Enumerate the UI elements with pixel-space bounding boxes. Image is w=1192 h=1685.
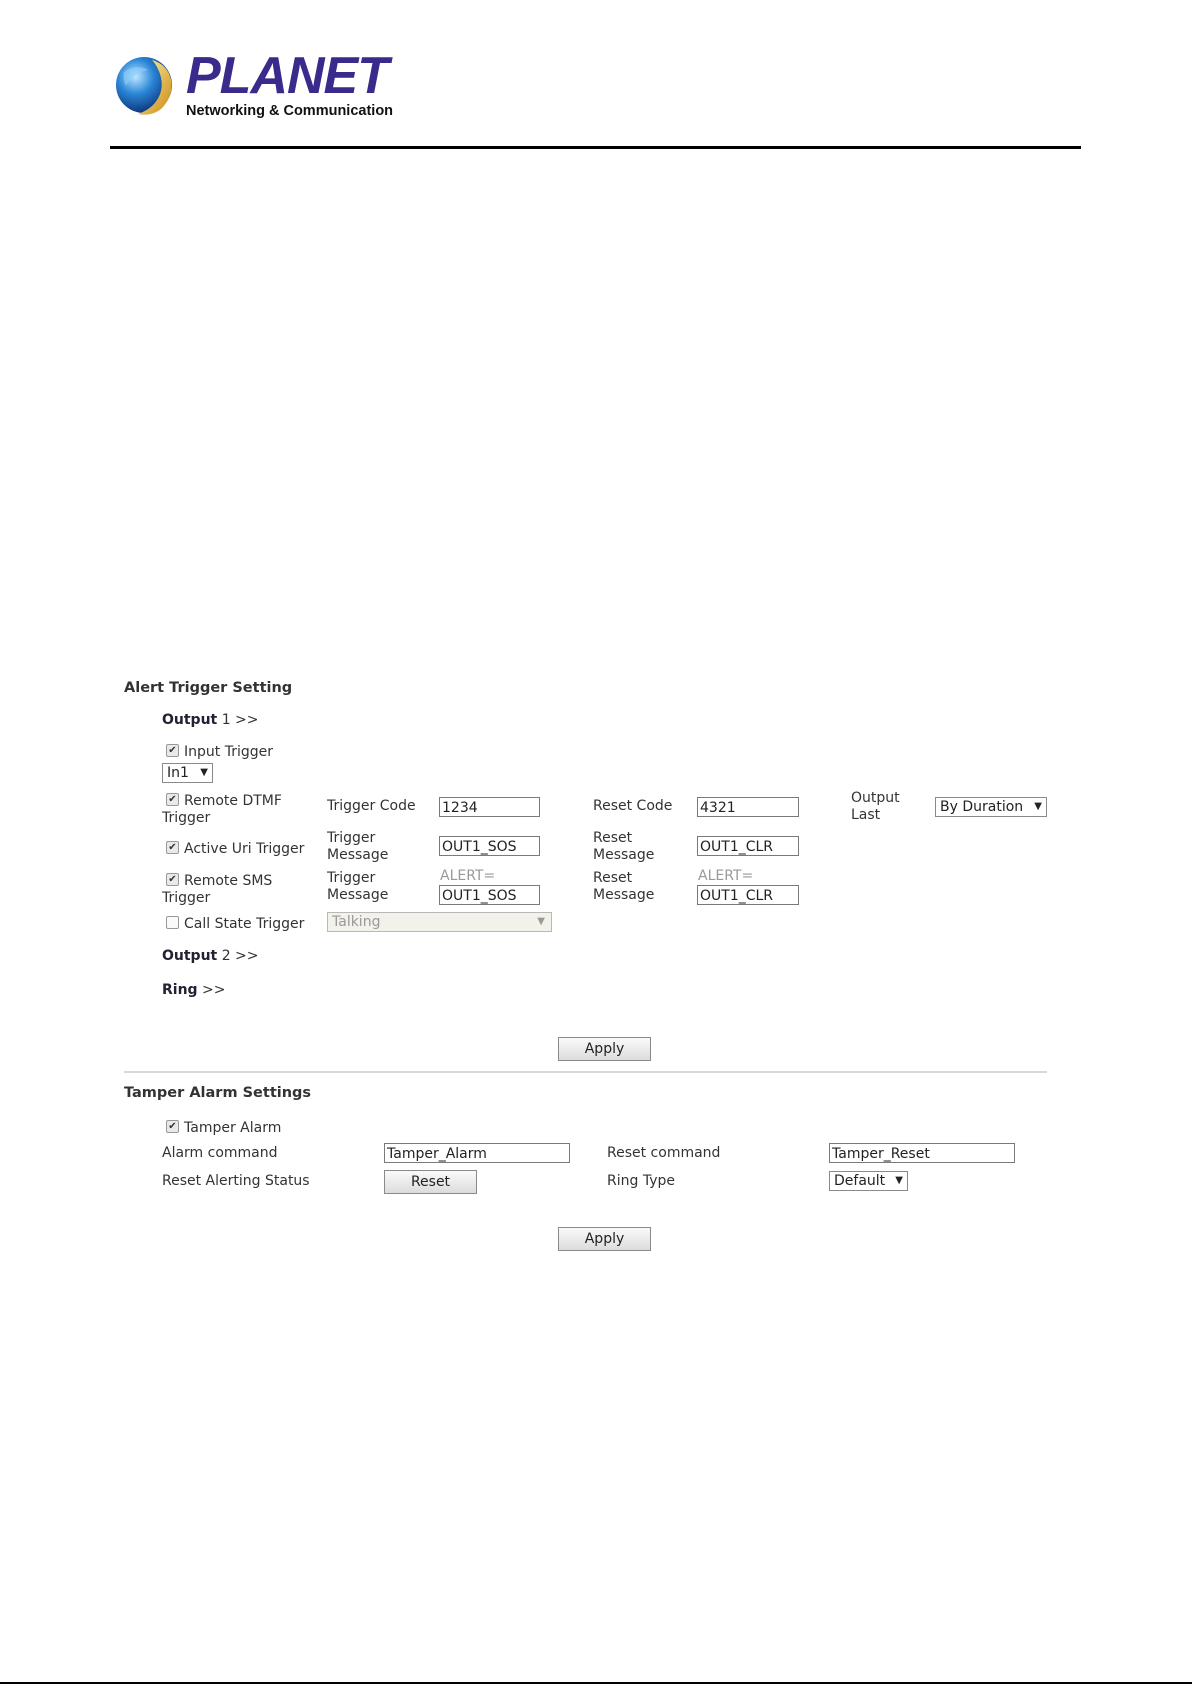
ring-type-select-value: Default <box>834 1173 886 1189</box>
call-state-label: Call State Trigger <box>184 916 305 932</box>
output2-number: 2 >> <box>221 948 259 964</box>
reset-code-input[interactable]: 4321 <box>697 797 799 817</box>
remote-dtmf-checkbox[interactable] <box>166 793 179 806</box>
output-last-label-2: Last <box>851 807 881 823</box>
alarm-command-label: Alarm command <box>162 1145 278 1161</box>
tamper-apply-button[interactable]: Apply <box>558 1227 651 1251</box>
sms-reset-message-label-2: Message <box>593 887 655 903</box>
sms-reset-message-input[interactable]: OUT1_CLR <box>697 885 799 905</box>
call-state-select[interactable] <box>327 912 552 932</box>
remote-dtmf-label-1: Remote DTMF <box>184 793 282 809</box>
ring-type-select[interactable] <box>829 1171 908 1191</box>
output1-toggle[interactable] <box>162 712 259 729</box>
reset-alerting-status-label: Reset Alerting Status <box>162 1173 310 1189</box>
output1-number: 1 >> <box>221 712 259 728</box>
planet-globe-logo-icon <box>112 52 182 122</box>
uri-trigger-message-label-2: Message <box>327 847 389 863</box>
output2-toggle[interactable] <box>162 948 259 965</box>
reset-code-label: Reset Code <box>593 798 673 814</box>
input-trigger-select[interactable] <box>162 763 213 783</box>
output-last-label-1: Output <box>851 790 900 806</box>
dropdown-arrow-icon: ▼ <box>1034 801 1042 812</box>
sms-trigger-message-label-2: Message <box>327 887 389 903</box>
section-divider <box>124 1071 1047 1073</box>
call-state-checkbox[interactable] <box>166 916 179 929</box>
brand-tagline: Networking & Communication <box>186 103 394 119</box>
ring-label: Ring <box>162 982 198 998</box>
output1-label: Output <box>162 712 218 728</box>
trigger-code-input[interactable]: 1234 <box>439 797 540 817</box>
uri-reset-message-label-2: Message <box>593 847 655 863</box>
sms-trigger-prefix: ALERT= <box>440 868 496 884</box>
header-divider <box>110 146 1081 149</box>
ring-type-label: Ring Type <box>607 1173 675 1189</box>
output-last-select[interactable] <box>935 797 1047 817</box>
sms-trigger-message-label-1: Trigger <box>327 870 376 886</box>
checkmark-icon: ✔ <box>168 745 177 756</box>
output2-label: Output <box>162 948 218 964</box>
uri-reset-message-input[interactable]: OUT1_CLR <box>697 836 799 856</box>
trigger-code-label: Trigger Code <box>327 798 416 814</box>
reset-command-label: Reset command <box>607 1145 721 1161</box>
dropdown-arrow-icon: ▼ <box>200 767 208 778</box>
ring-arrow: >> <box>202 982 226 998</box>
uri-trigger-message-label-1: Trigger <box>327 830 376 846</box>
tamper-alarm-label: Tamper Alarm <box>184 1120 282 1136</box>
output-last-select-value: By Duration <box>940 799 1024 815</box>
active-uri-label: Active Uri Trigger <box>184 841 305 857</box>
input-trigger-label: Input Trigger <box>184 744 273 760</box>
alert-apply-button[interactable]: Apply <box>558 1037 651 1061</box>
alarm-command-input[interactable]: Tamper_Alarm <box>384 1143 570 1163</box>
remote-sms-label-1: Remote SMS <box>184 873 273 889</box>
checkmark-icon: ✔ <box>168 794 177 805</box>
call-state-select-value: Talking <box>332 914 381 930</box>
brand-name: PLANET <box>186 47 388 105</box>
uri-trigger-message-input[interactable]: OUT1_SOS <box>439 836 540 856</box>
remote-sms-label-2: Trigger <box>162 890 211 906</box>
footer-divider <box>0 1682 1192 1684</box>
checkmark-icon: ✔ <box>168 1121 177 1132</box>
checkmark-icon: ✔ <box>168 874 177 885</box>
uri-reset-message-label-1: Reset <box>593 830 633 846</box>
remote-dtmf-label-2: Trigger <box>162 810 211 826</box>
input-trigger-select-value: In1 <box>167 765 189 781</box>
sms-trigger-message-input[interactable]: OUT1_SOS <box>439 885 540 905</box>
ring-toggle[interactable] <box>162 982 226 999</box>
remote-sms-checkbox[interactable] <box>166 873 179 886</box>
dropdown-arrow-icon: ▼ <box>537 916 545 927</box>
active-uri-checkbox[interactable] <box>166 841 179 854</box>
reset-button[interactable]: Reset <box>384 1170 477 1194</box>
dropdown-arrow-icon: ▼ <box>895 1175 903 1186</box>
alert-trigger-title: Alert Trigger Setting <box>124 680 293 696</box>
reset-command-input[interactable]: Tamper_Reset <box>829 1143 1015 1163</box>
tamper-alarm-title: Tamper Alarm Settings <box>124 1085 312 1101</box>
input-trigger-checkbox[interactable] <box>166 744 179 757</box>
sms-reset-prefix: ALERT= <box>698 868 754 884</box>
checkmark-icon: ✔ <box>168 842 177 853</box>
sms-reset-message-label-1: Reset <box>593 870 633 886</box>
tamper-alarm-checkbox[interactable] <box>166 1120 179 1133</box>
